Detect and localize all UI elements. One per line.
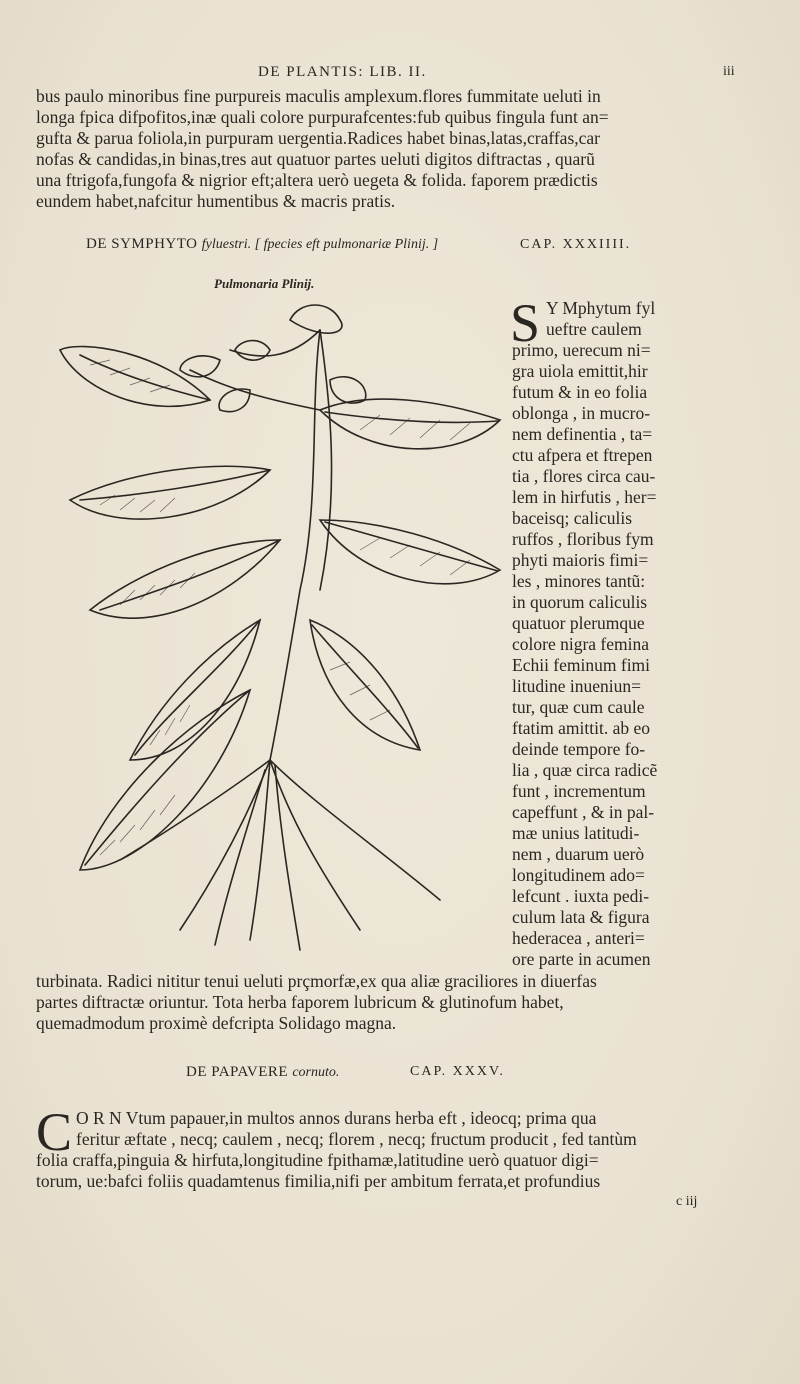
column-line: deinde tempore fo- [512, 739, 646, 759]
column-line: ueftre caulem [546, 319, 642, 339]
plant-illustration [20, 290, 510, 960]
text-line: quemadmodum proximè defcripta Solidago magna. [36, 1013, 397, 1033]
drop-cap: S [510, 293, 541, 353]
section-heading [186, 1064, 339, 1081]
column-line: les , minores tantũ: [512, 571, 646, 591]
text-line: feritur æftate , necq; caulem , necq; florem , necq; fructum producit , fed tantùm [76, 1129, 637, 1149]
column-line: ctu afpera et ftrepen [512, 445, 653, 465]
column-line: gra uiola emittit,hir [512, 361, 648, 381]
text-line: eundem habet,nafcitur humentibus & macris pratis. [36, 191, 396, 211]
leaf [90, 540, 280, 618]
column-line: lem in hirfutis , her= [512, 487, 657, 507]
column-line: ftatim amittit. ab eo [512, 718, 651, 738]
column-line: quatuor plerumque [512, 613, 645, 633]
column-line: futum & in eo folia [512, 382, 648, 402]
column-line: hederacea , anteri= [512, 928, 645, 948]
text-line: turbinata. Radici nititur tenui ueluti prçmorfæ,ex qua aliæ graciliores in diuerfas [36, 971, 597, 991]
heading-italic: cornuto. [292, 1065, 340, 1080]
running-header: DE PLANTIS: LIB. II. [258, 64, 427, 80]
column-line: mæ unius latitudi- [512, 823, 640, 843]
column-line: tur, quæ cum caule [512, 697, 645, 717]
column-line: ruffos , floribus fym [512, 529, 654, 549]
text-line: partes diftractæ oriuntur. Tota herba faporem lubricum & glutinofum habet, [36, 992, 564, 1012]
column-line: in quorum caliculis [512, 592, 648, 612]
text-line: folia craffa,pinguia & hirfuta,longitudine fpithamæ,latitudine uerò quatuor digi= [36, 1150, 599, 1170]
column-line: lefcunt . iuxta pedi- [512, 886, 650, 906]
column-line: litudine inueniun= [512, 676, 641, 696]
column-line: baceisq; caliculis [512, 508, 633, 528]
heading-text: DE SYMPHYTO [86, 236, 198, 252]
leaf [80, 690, 250, 870]
leaf [320, 520, 500, 584]
column-line: Y Mphytum fyl [546, 298, 656, 318]
column-line: Echii feminum fimi [512, 655, 651, 675]
column-line: culum lata & figura [512, 907, 650, 927]
column-line: tia , flores circa cau- [512, 466, 656, 486]
column-line: funt , incrementum [512, 781, 646, 801]
text-line: bus paulo minoribus fine purpureis maculis amplexum.flores fummitate ueluti in [36, 86, 601, 106]
text-line: O R N Vtum papauer,in multos annos durans herba eft , ideocq; prima qua [76, 1108, 597, 1128]
column-line: ore parte in acumen [512, 949, 651, 969]
column-line: capeffunt , & in pal- [512, 802, 655, 822]
column-line: primo, uerecum ni= [512, 340, 651, 360]
text-line: gufta & parua foliola,in purpuram uergentia.Radices habet binas,latas,craffas,car [36, 128, 600, 148]
column-line: phyti maioris fimi= [512, 550, 649, 570]
text-line: longa fpica difpofitos,inæ quali colore purpurafcentes:fub quibus fingula funt an= [36, 107, 609, 127]
text-line: una ftrigofa,fungofa & nigrior eft;altera uerò uegeta & folida. faporem prædictis [36, 170, 598, 190]
chapter-number: CAP. XXXIIII. [520, 237, 632, 252]
signature-mark: c iij [676, 1194, 698, 1209]
column-line: longitudinem ado= [512, 865, 645, 885]
illustration-caption: Pulmonaria Plinij. [214, 276, 315, 291]
column-line: nem , duarum uerò [512, 844, 645, 864]
column-line: lia , quæ circa radicẽ [512, 760, 658, 780]
column-line: nem definentia , ta= [512, 424, 653, 444]
heading-text: DE PAPAVERE [186, 1064, 289, 1080]
stem [270, 330, 320, 760]
column-line: oblonga , in mucro- [512, 403, 651, 423]
leaf [320, 399, 500, 449]
drop-cap: C [36, 1102, 73, 1162]
column-line: colore nigra femina [512, 634, 650, 654]
text-line: torum, ue:bafci foliis quadamtenus fimilia,nifi per ambitum ferrata,et profundius [36, 1171, 601, 1191]
heading-italic: fyluestri. [ fpecies eft pulmonariæ Plinij. ] [201, 237, 439, 252]
folio-number: iii [723, 64, 735, 79]
chapter-number: CAP. XXXV. [410, 1064, 505, 1079]
section-heading [86, 236, 438, 253]
leaf [70, 466, 270, 519]
text-line: nofas & candidas,in binas,tres aut quatuor partes ueluti digitos diftractas , quarũ [36, 149, 595, 169]
